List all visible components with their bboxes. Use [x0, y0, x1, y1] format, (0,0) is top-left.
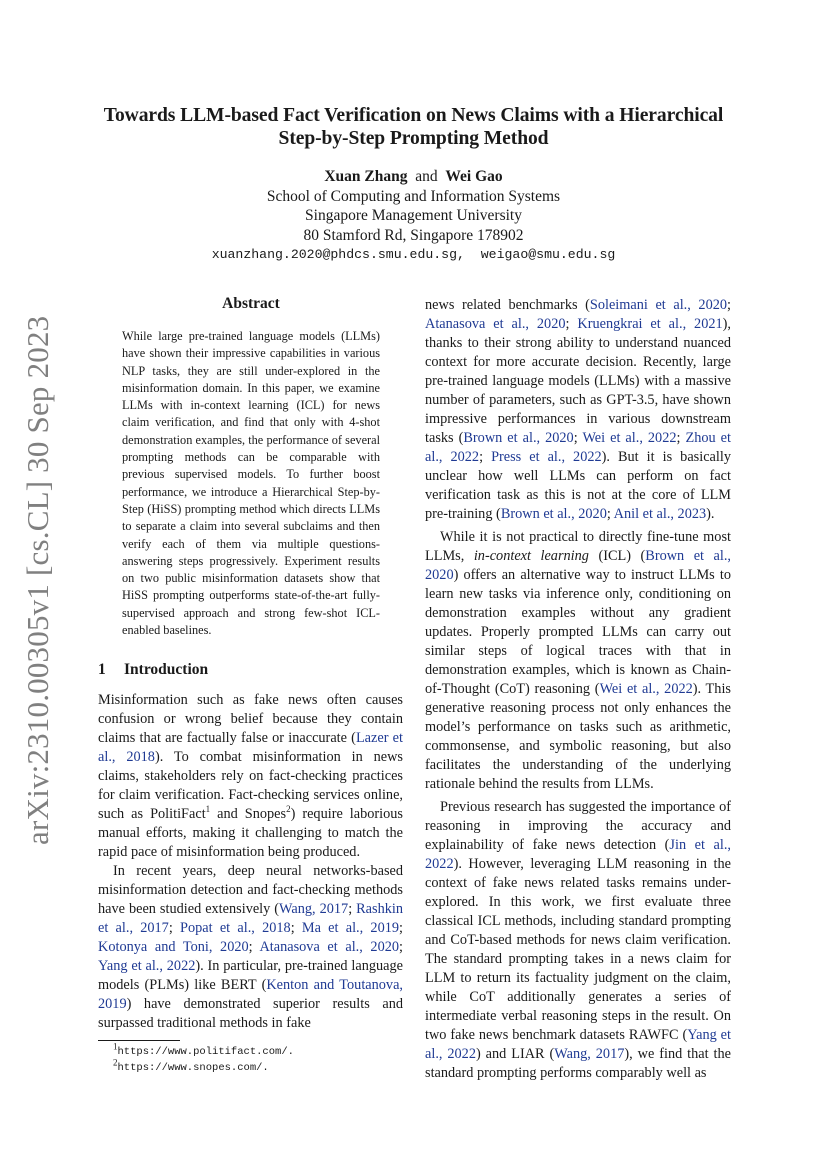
arxiv-stamp: arXiv:2310.00305v1 [cs.CL] 30 Sep 2023 — [20, 315, 55, 845]
author-block — [60, 167, 767, 265]
citation-link[interactable]: Kruengkrai et al., 2021 — [577, 316, 723, 332]
affiliation-university: Singapore Management University — [305, 207, 522, 225]
citation-link[interactable]: Wang, 2017 — [554, 1046, 625, 1062]
footnote-ref[interactable]: 2 — [286, 804, 291, 815]
paper-title — [60, 104, 767, 150]
intro-paragraph-1: Misinformation such as fake news often causes confusion or wrong belief because they contain claims that are factually false or inaccurate (Lazer et al., 2018). To combat misinformation in news claims, stakeholders rely on fact-checking practices for claim verification. Fact-checking services online, such as PolitiFact$^1$ and Snopes$^2$) require laborious manual efforts, making it challenging to match the rapid pace of misinformation being produced. — [98, 692, 403, 860]
citation-link[interactable]: Brown et al., 2020 — [425, 548, 731, 583]
footnote-1: $^1$https://www.politifact.com/. — [113, 1041, 294, 1058]
citation-link[interactable]: Kotonya and Toni, 2020 — [98, 939, 249, 955]
footnotes — [113, 1041, 294, 1076]
author-names — [60, 167, 767, 187]
right-column-body — [425, 296, 731, 1083]
citation-link[interactable]: Popat et al., 2018 — [180, 920, 291, 936]
intro-paragraph-2: In recent years, deep neural networks-based misinformation detection and fact-checking methods have been studied extensively (Wang, 2017; Rashkin et al., 2017; Popat et al., 2018; Ma et al., 2019; Kotonya and Toni, 2020; Atanasova et al., 2020; Yang et al., 2022). In particular, pre-trained language models (PLMs) like BERT (Kenton and Toutanova, 2019) have demonstrated superior results and surpassed traditional methods in fake — [98, 863, 404, 1031]
citation-link[interactable]: Yang et al., 2022 — [98, 958, 196, 974]
title-line-2: Step-by-Step Prompting Method — [278, 128, 549, 149]
citation-link[interactable]: Lazer et al., 2018 — [98, 730, 403, 765]
section-heading-introduction — [98, 661, 208, 679]
citation-link[interactable]: Brown et al., 2020 — [500, 506, 607, 522]
intro-paragraph-2-continued: news related benchmarks (Soleimani et al., 2020; Atanasova et al., 2020; Kruengkrai et al., 2021), thanks to their strong ability to understand nuanced context for more accurate decision. Recently, large pre-trained language models (LLMs) with a massive number of parameters, such as GPT-3.5, have shown impressive performances in various downstream tasks (Brown et al., 2020; Wei et al., 2022; Zhou et al., 2022; Press et al., 2022). But it is basically unclear how well LLMs can perform on fact verification task as this is not at the core of LLM pre-training (Brown et al., 2020; Anil et al., 2023). — [425, 297, 732, 522]
author-emails: xuanzhang.2020@phdcs.smu.edu.sg, weigao@smu.edu.sg — [211, 247, 616, 263]
author-separator: and — [415, 168, 438, 185]
affiliation-school: School of Computing and Information Systems — [266, 187, 561, 205]
abstract-body: While large pre-trained language models (LLMs) have shown their impressive capabilities in various NLP tasks, they are still under-explored in the misinformation domain. In this paper, we examine LLMs with in-context learning (ICL) for news claim verification, and find that only with 4-shot demonstration examples, the performance of several prompting methods can be comparable with previous supervised models. To further boost performance, we introduce a Hierarchical Step-by-Step (HiSS) prompting method which directs LLMs to separate a claim into several subclaims and then verify each of them via multiple questions-answering steps progressively. Experiment results on two public misinformation datasets show that HiSS prompting outperforms state-of-the-art fully-supervised approach and strong few-shot ICL-enabled baselines. — [122, 329, 380, 638]
footnote-link[interactable]: https://www.snopes.com/. — [117, 1062, 269, 1074]
citation-link[interactable]: Wei et al., 2022 — [599, 681, 693, 697]
citation-link[interactable]: Jin et al., 2022 — [425, 837, 731, 872]
left-column-body — [98, 691, 403, 1033]
citation-link[interactable]: Brown et al., 2020 — [463, 430, 574, 446]
affiliation-address: 80 Stamford Rd, Singapore 178902 — [303, 226, 524, 244]
citation-link[interactable]: Anil et al., 2023 — [613, 506, 707, 522]
footnote-2: $^2$https://www.snopes.com/. — [113, 1057, 269, 1074]
citation-link[interactable]: Atanasova et al., 2020 — [259, 939, 400, 955]
author-2: Wei Gao — [445, 168, 503, 185]
citation-link[interactable]: Soleimani et al., 2020 — [589, 297, 728, 313]
citation-link[interactable]: Ma et al., 2019 — [301, 920, 400, 936]
citation-link[interactable]: Atanasova et al., 2020 — [425, 316, 566, 332]
citation-link[interactable]: Rashkin et al., 2017 — [98, 901, 404, 936]
section-title: Introduction — [124, 661, 209, 678]
citation-link[interactable]: Wang, 2017 — [279, 901, 349, 917]
citation-link[interactable]: Zhou et al., 2022 — [425, 430, 732, 465]
footnote-divider — [98, 1040, 180, 1041]
section-number: 1 — [98, 661, 106, 678]
footnote-ref[interactable]: 1 — [205, 804, 211, 815]
citation-link[interactable]: Kenton and Toutanova, 2019 — [98, 977, 403, 1012]
abstract-heading: Abstract — [222, 295, 280, 312]
intro-paragraph-3: While it is not practical to directly fine-tune most LLMs, in-context learning (ICL) (Brown et al., 2020) offers an alternative way to instruct LLMs to learn new tasks via inference only, conditioning on demonstration examples without any gradient updates. Properly prompted LLMs can carry out similar steps of logical traces with that in demonstration examples, which is known as Chain-of-Thought (CoT) reasoning (Wei et al., 2022). This generative reasoning process not only enhances the model’s performance on tasks such as arithmetic, commonsense, and symbolic reasoning, but also facilitates the understanding of the underlying rationale behind the results from LLMs. — [425, 529, 731, 792]
citation-link[interactable]: Press et al., 2022 — [491, 449, 602, 465]
intro-paragraph-4: Previous research has suggested the importance of reasoning in improving the accuracy and explainability of fake news detection (Jin et al., 2022). However, leveraging LLM reasoning in the context of fake news related tasks remains under-explored. In this work, we first evaluate three classical ICL methods, including standard prompting and CoT-based methods for news claim verification. The standard prompting takes in a news claim for LLM to return its factuality judgment on the claim, while CoT additionally generates a series of intermediate verbal reasoning steps in the result. On two fake news benchmark datasets RAWFC (Yang et al., 2022) and LIAR (Wang, 2017), we find that the standard prompting performs comparably well as — [425, 799, 732, 1081]
author-1: Xuan Zhang — [324, 168, 408, 185]
title-line-1: Towards LLM-based Fact Verification on News Claims with a Hierarchical — [103, 105, 724, 126]
citation-link[interactable]: Yang et al., 2022 — [425, 1027, 731, 1062]
citation-link[interactable]: Wei et al., 2022 — [582, 430, 677, 446]
footnote-link[interactable]: https://www.politifact.com/. — [117, 1046, 294, 1058]
